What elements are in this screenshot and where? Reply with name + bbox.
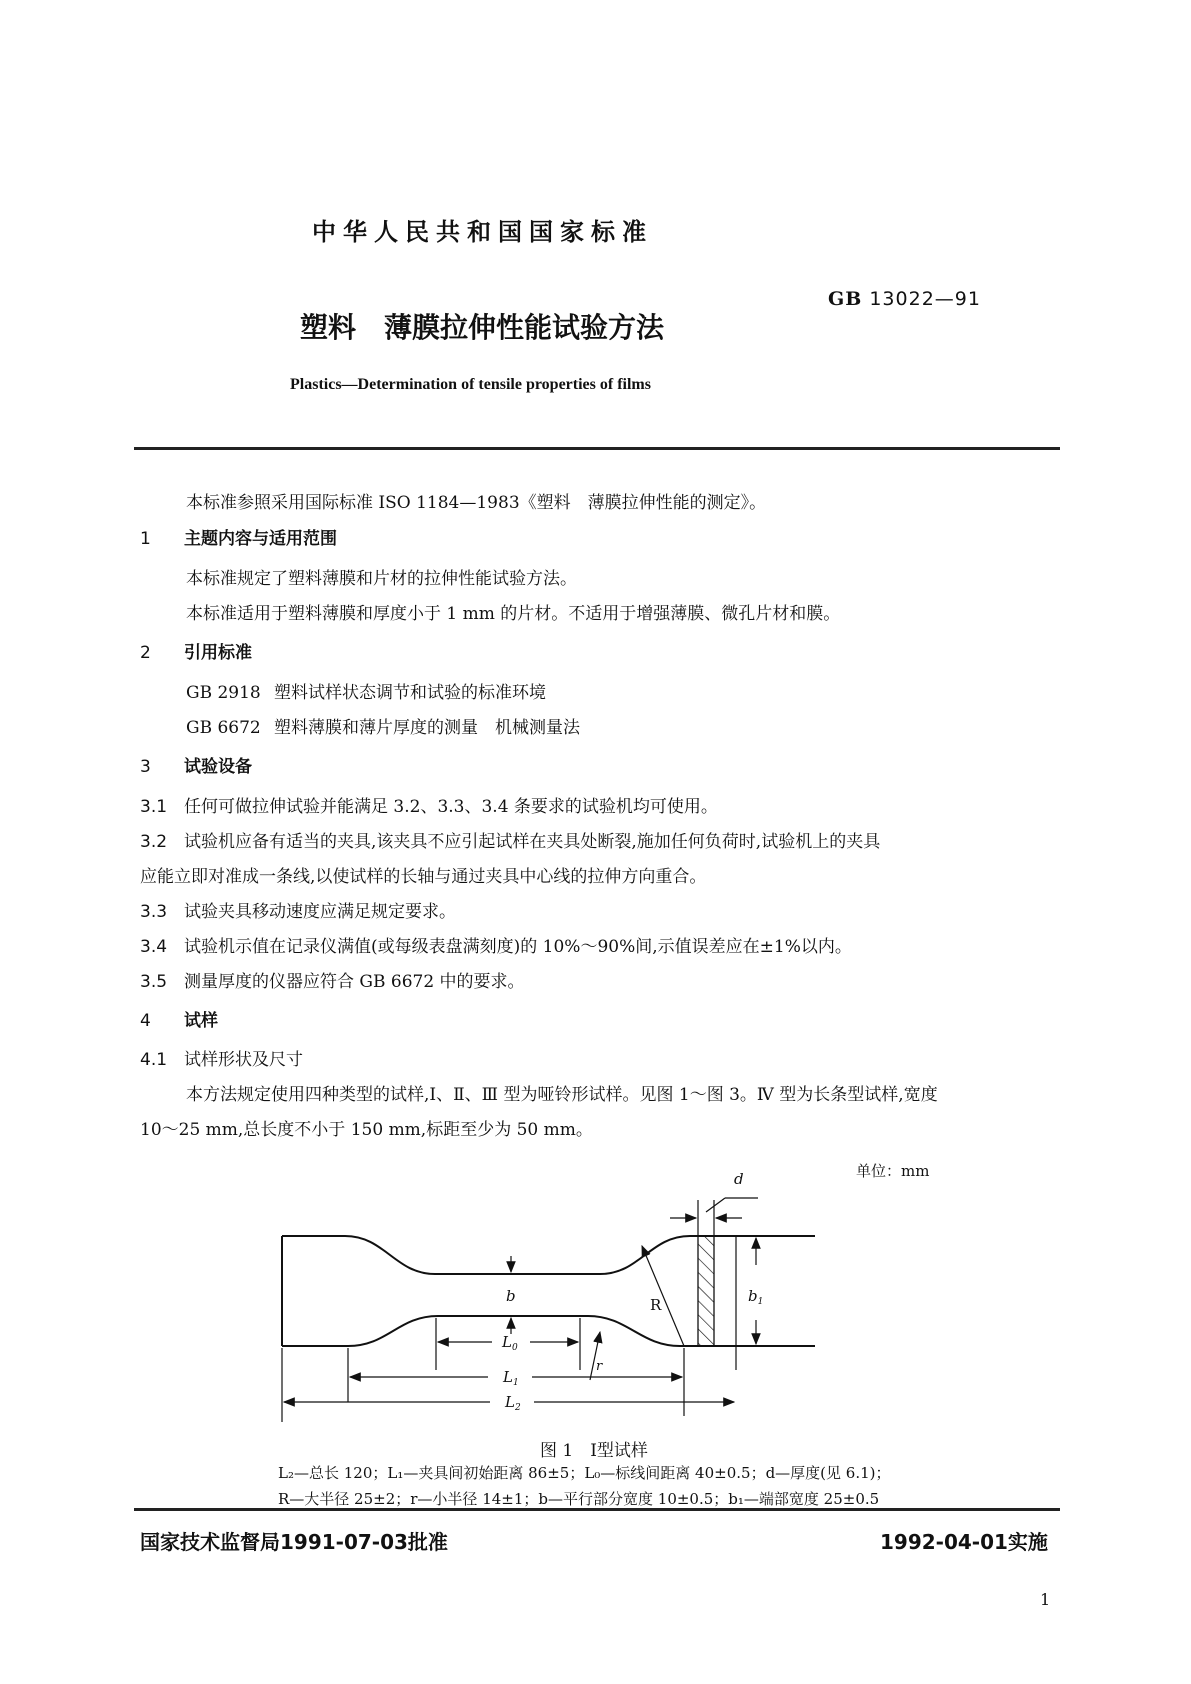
label-L0: $L_0$ <box>502 1333 518 1353</box>
clause-3-4: 3.4 试验机示值在记录仪满值(或每级表盘满刻度)的 10%～90%间,示值误差应在±1%以内。 <box>140 937 852 957</box>
section-1-heading: 1 主题内容与适用范围 <box>140 529 337 549</box>
standard-code: 13022—91 <box>869 288 981 310</box>
standard-prefix: GB <box>828 288 863 310</box>
label-r: r <box>596 1359 603 1374</box>
standard-number <box>828 288 981 310</box>
clause-3-3: 3.3 试验夹具移动速度应满足规定要求。 <box>140 902 456 922</box>
section-4-heading: 4 试样 <box>140 1011 218 1031</box>
label-b: b <box>506 1287 516 1305</box>
page-number: 1 <box>1040 1590 1051 1609</box>
section-3-heading: 3 试验设备 <box>140 757 252 777</box>
clause-3-1: 3.1 任何可做拉伸试验并能满足 3.2、3.3、3.4 条要求的试验机均可使用。 <box>140 797 718 817</box>
section-1-para-1: 本标准规定了塑料薄膜和片材的拉伸性能试验方法。 <box>186 569 577 589</box>
document-title-en: Plastics—Determination of tensile properties of films <box>290 376 651 393</box>
clause-4-1: 4.1 试样形状及尺寸 <box>140 1050 303 1070</box>
label-b1: $b_1$ <box>748 1287 764 1307</box>
section-1-para-2: 本标准适用于塑料薄膜和厚度小于 1 mm 的片材。不适用于增强薄膜、微孔片材和膜。 <box>186 604 841 624</box>
dumbbell-specimen-diagram <box>270 1170 910 1430</box>
label-R: R <box>650 1296 662 1314</box>
clause-3-5: 3.5 测量厚度的仪器应符合 GB 6672 中的要求。 <box>140 972 525 992</box>
approval-date: 国家技术监督局1991-07-03批准 <box>140 1530 448 1554</box>
header-divider <box>134 447 1060 450</box>
intro-paragraph: 本标准参照采用国际标准 ISO 1184—1983《塑料 薄膜拉伸性能的测定》。 <box>186 493 767 513</box>
document-title-cn: 塑料 薄膜拉伸性能试验方法 <box>300 311 665 344</box>
section-4-para-line-2: 10～25 mm,总长度不小于 150 mm,标距至少为 50 mm。 <box>140 1120 593 1140</box>
label-d: d <box>734 1170 744 1188</box>
clause-3-2: 3.2 试验机应备有适当的夹具,该夹具不应引起试样在夹具处断裂,施加任何负荷时,试验机上的夹具 <box>140 832 881 852</box>
thickness-hatch <box>698 1236 714 1346</box>
figure-caption: 图 1 Ⅰ型试样 <box>540 1441 648 1461</box>
figure-unit-label: 单位：mm <box>856 1162 930 1180</box>
section-2-heading: 2 引用标准 <box>140 643 252 663</box>
footer-divider <box>134 1508 1060 1511</box>
issuing-country-header: 中华人民共和国国家标准 <box>312 218 653 246</box>
label-L1: $L_1$ <box>503 1368 519 1388</box>
label-L2: $L_2$ <box>505 1393 521 1413</box>
effective-date: 1992-04-01实施 <box>880 1530 1048 1554</box>
figure-legend-line-1: L₂—总长 120；L₁—夹具间初始距离 86±5；L₀—标线间距离 40±0.5；d—厚度(见 6.1)； <box>278 1464 891 1482</box>
reference-item: GB 2918 塑料试样状态调节和试验的标准环境 <box>186 683 546 703</box>
reference-item: GB 6672 塑料薄膜和薄片厚度的测量 机械测量法 <box>186 718 580 738</box>
clause-3-2-continuation: 应能立即对准成一条线,以使试样的长轴与通过夹具中心线的拉伸方向重合。 <box>140 867 707 887</box>
figure-legend-line-2: R—大半径 25±2；r—小半径 14±1；b—平行部分宽度 10±0.5；b₁—端部宽度 25±0.5 <box>278 1490 880 1508</box>
section-4-para-line-1: 本方法规定使用四种类型的试样,Ⅰ、Ⅱ、Ⅲ 型为哑铃形试样。见图 1～图 3。Ⅳ 型为长条型试样,宽度 <box>186 1085 938 1105</box>
